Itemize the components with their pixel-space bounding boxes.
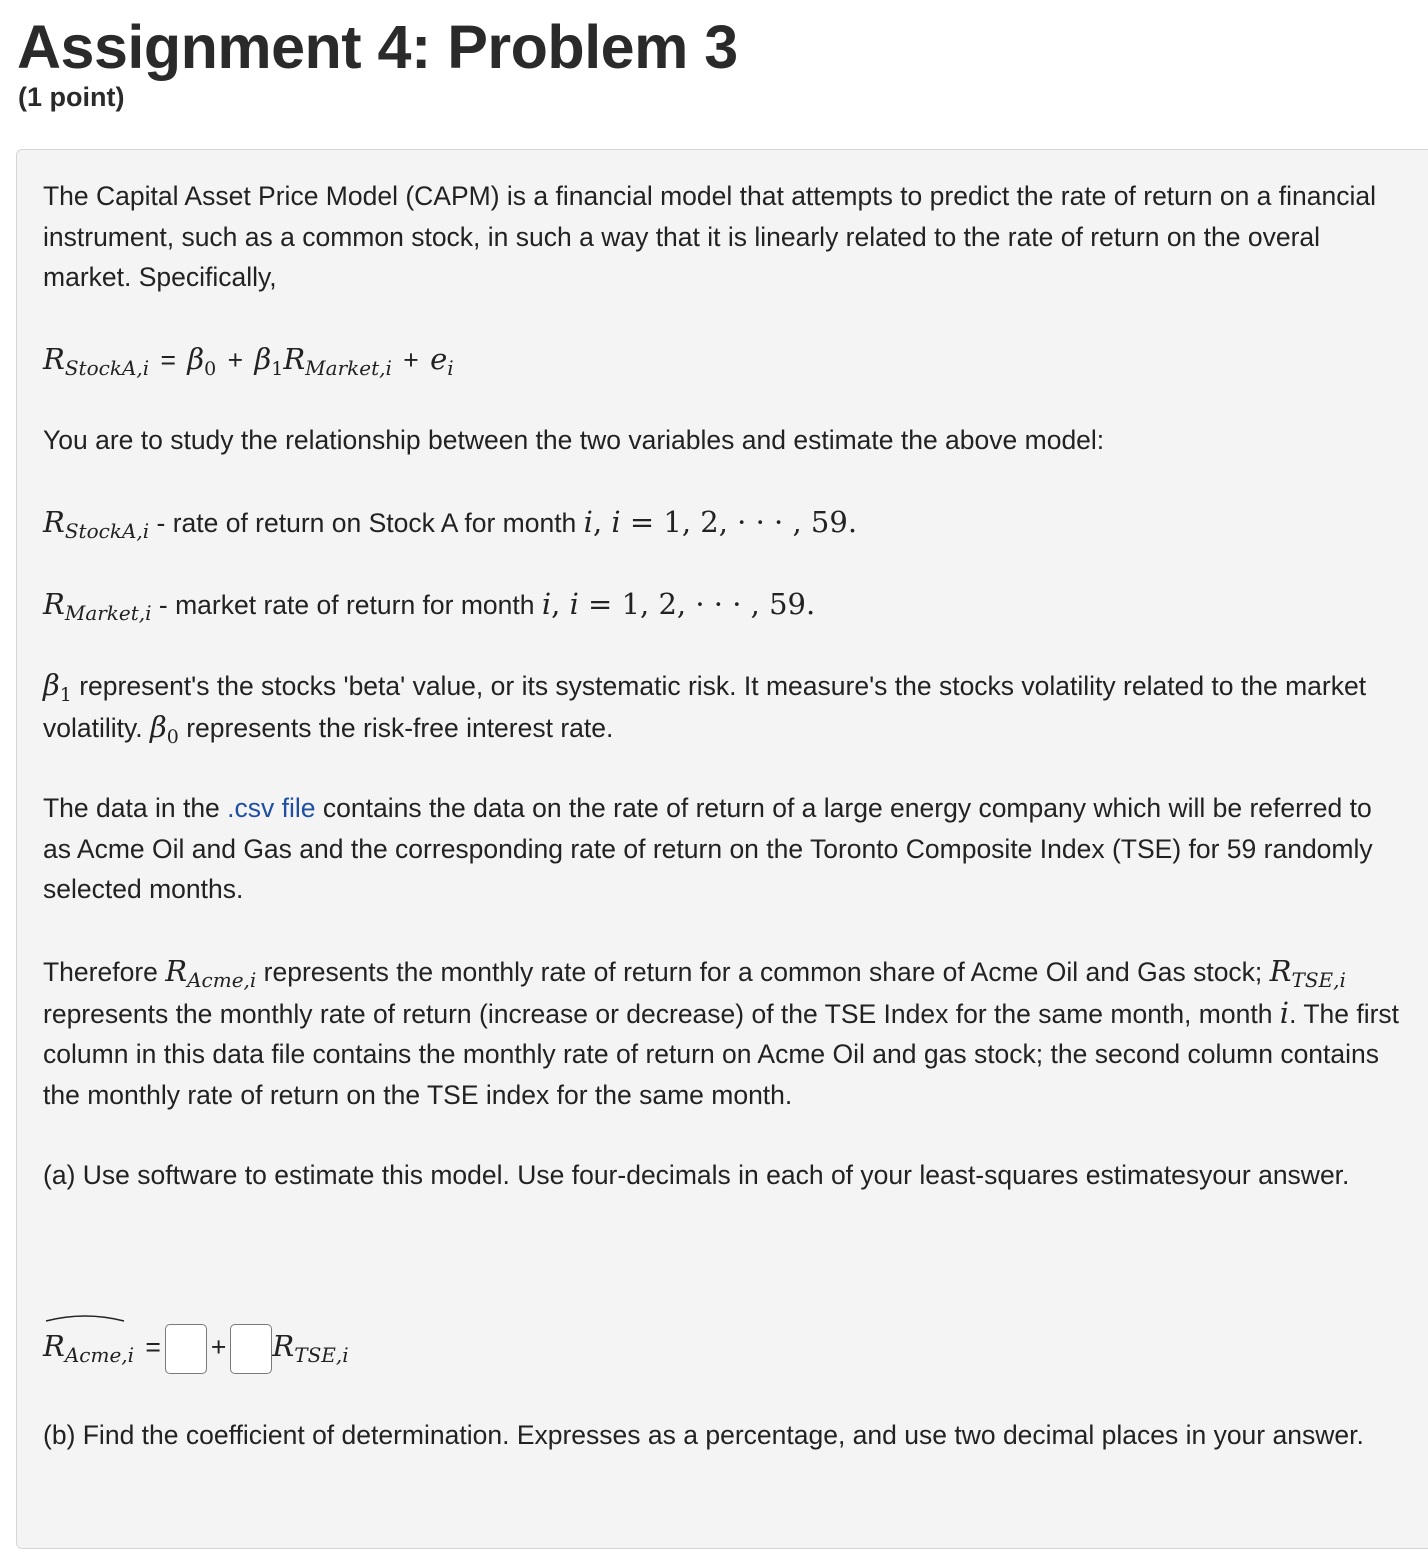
therefore-t3: represents the monthly rate of return (increase or decrease) of the TSE Index for the same month, month	[43, 998, 1280, 1029]
def-market-text: - market rate of return for month	[151, 590, 542, 620]
therefore-t4: . The first column in this data file contains the monthly rate of return on Acme Oil and gas stock; the second column contains the monthly rate of return on the TSE index for the same month.	[43, 998, 1400, 1110]
def-market-sym: R	[43, 587, 65, 621]
therefore-t2: represents the monthly rate of return for a common share of Acme Oil and Gas stock;	[256, 957, 1270, 987]
def-stock-sym: R	[43, 505, 65, 539]
answer-plus: +	[210, 1332, 227, 1362]
eq-error: e	[430, 342, 448, 376]
eq-plus: +	[227, 345, 244, 375]
beta1-sub: 1	[59, 684, 72, 706]
therefore-r-acme-sub: Acme,i	[187, 968, 257, 992]
slope-answer-input[interactable]	[230, 1324, 272, 1374]
eq-r-stock-sub: StockA,i	[64, 356, 150, 380]
def-stock-i: i	[583, 505, 593, 539]
answer-equals: =	[145, 1332, 161, 1362]
capm-equation	[43, 339, 1403, 381]
part-a-question: (a) Use software to estimate this model. Use four-decimals in each of your least-squares estimatesyour answer.	[43, 1160, 1350, 1190]
answer-r-acme: R	[43, 1329, 65, 1363]
eq-beta0-sub: 0	[204, 358, 217, 380]
problem-card	[16, 149, 1428, 1549]
therefore-r-tse: R	[1269, 954, 1292, 988]
csv-file-link[interactable]: .csv file	[227, 793, 316, 823]
eq-r-market-sub: Market,i	[305, 356, 392, 380]
def-stock-range-i: i	[611, 505, 621, 539]
def-market-range-i: i	[569, 587, 579, 621]
r-acme-hat	[43, 1318, 134, 1375]
def-market-range-pre: ,	[551, 587, 570, 621]
def-market-sub: Market,i	[64, 601, 152, 625]
eq-error-sub: i	[447, 356, 454, 380]
data-text-post: contains the data on the rate of return of a large energy company which will be referred to as Acme Oil and Gas and the corresponding rate of return on the Toronto Composite Index (TSE) for 59 randomly selected months.	[43, 793, 1373, 904]
eq-beta1: β	[254, 342, 272, 376]
def-stock-range-pre: ,	[592, 505, 612, 539]
def-market-return	[43, 584, 1403, 626]
eq-plus-2: +	[403, 345, 419, 375]
data-text-pre: The data in the	[43, 793, 228, 823]
def-stock-return	[43, 502, 1403, 544]
study-paragraph: You are to study the relationship between the two variables and estimate the above model:	[43, 425, 1105, 455]
eq-r-stock: R	[43, 342, 65, 376]
intro-paragraph: The Capital Asset Price Model (CAPM) is a financial model that attempts to predict the rate of return on a financial instrument, such as a common stock, in such a way that it is linearly related to the rate of return on the overal market. Specifically,	[43, 181, 1376, 292]
therefore-r-tse-sub: TSE,i	[1291, 968, 1346, 992]
def-stock-sub: StockA,i	[64, 519, 150, 543]
beta0-sub: 0	[166, 725, 179, 748]
beta0-sym: β	[150, 709, 167, 744]
def-market-i: i	[541, 587, 552, 621]
def-stock-range: = 1, 2, · · · , 59.	[620, 505, 858, 539]
eq-beta1-sub: 1	[271, 358, 284, 380]
therefore-t1: Therefore	[43, 957, 166, 987]
beta1-sym: β	[43, 668, 60, 702]
answer-r-tse-sub: TSE,i	[294, 1343, 349, 1367]
part-b-question: (b) Find the coefficient of determination. Expresses as a percentage, and use two decimal places in your answer.	[43, 1420, 1364, 1450]
points-label: (1 point)	[18, 82, 125, 112]
def-market-range: = 1, 2, · · · , 59.	[578, 587, 816, 621]
answer-equation	[43, 1318, 1403, 1375]
eq-r-market: R	[283, 342, 306, 376]
def-stock-text: - rate of return on Stock A for month	[149, 508, 584, 538]
intercept-answer-input[interactable]	[165, 1324, 207, 1374]
therefore-paragraph	[43, 951, 1403, 1115]
page-title: Assignment 4: Problem 3	[17, 13, 738, 81]
data-paragraph	[43, 788, 1403, 910]
answer-r-acme-sub: Acme,i	[64, 1343, 135, 1367]
beta-paragraph	[43, 665, 1403, 748]
answer-r-tse: R	[272, 1329, 295, 1363]
therefore-i: i	[1279, 995, 1290, 1030]
beta-text-1: represent's the stocks 'beta' value, or its systematic risk. It measure's the stocks volatility related to the market volatility.	[43, 671, 1367, 743]
hat-accent-icon	[45, 1312, 125, 1322]
therefore-r-acme: R	[165, 954, 188, 988]
eq-beta0: β	[187, 342, 205, 376]
beta-text-2: represents the risk-free interest rate.	[178, 712, 614, 743]
eq-equals: =	[160, 345, 176, 375]
